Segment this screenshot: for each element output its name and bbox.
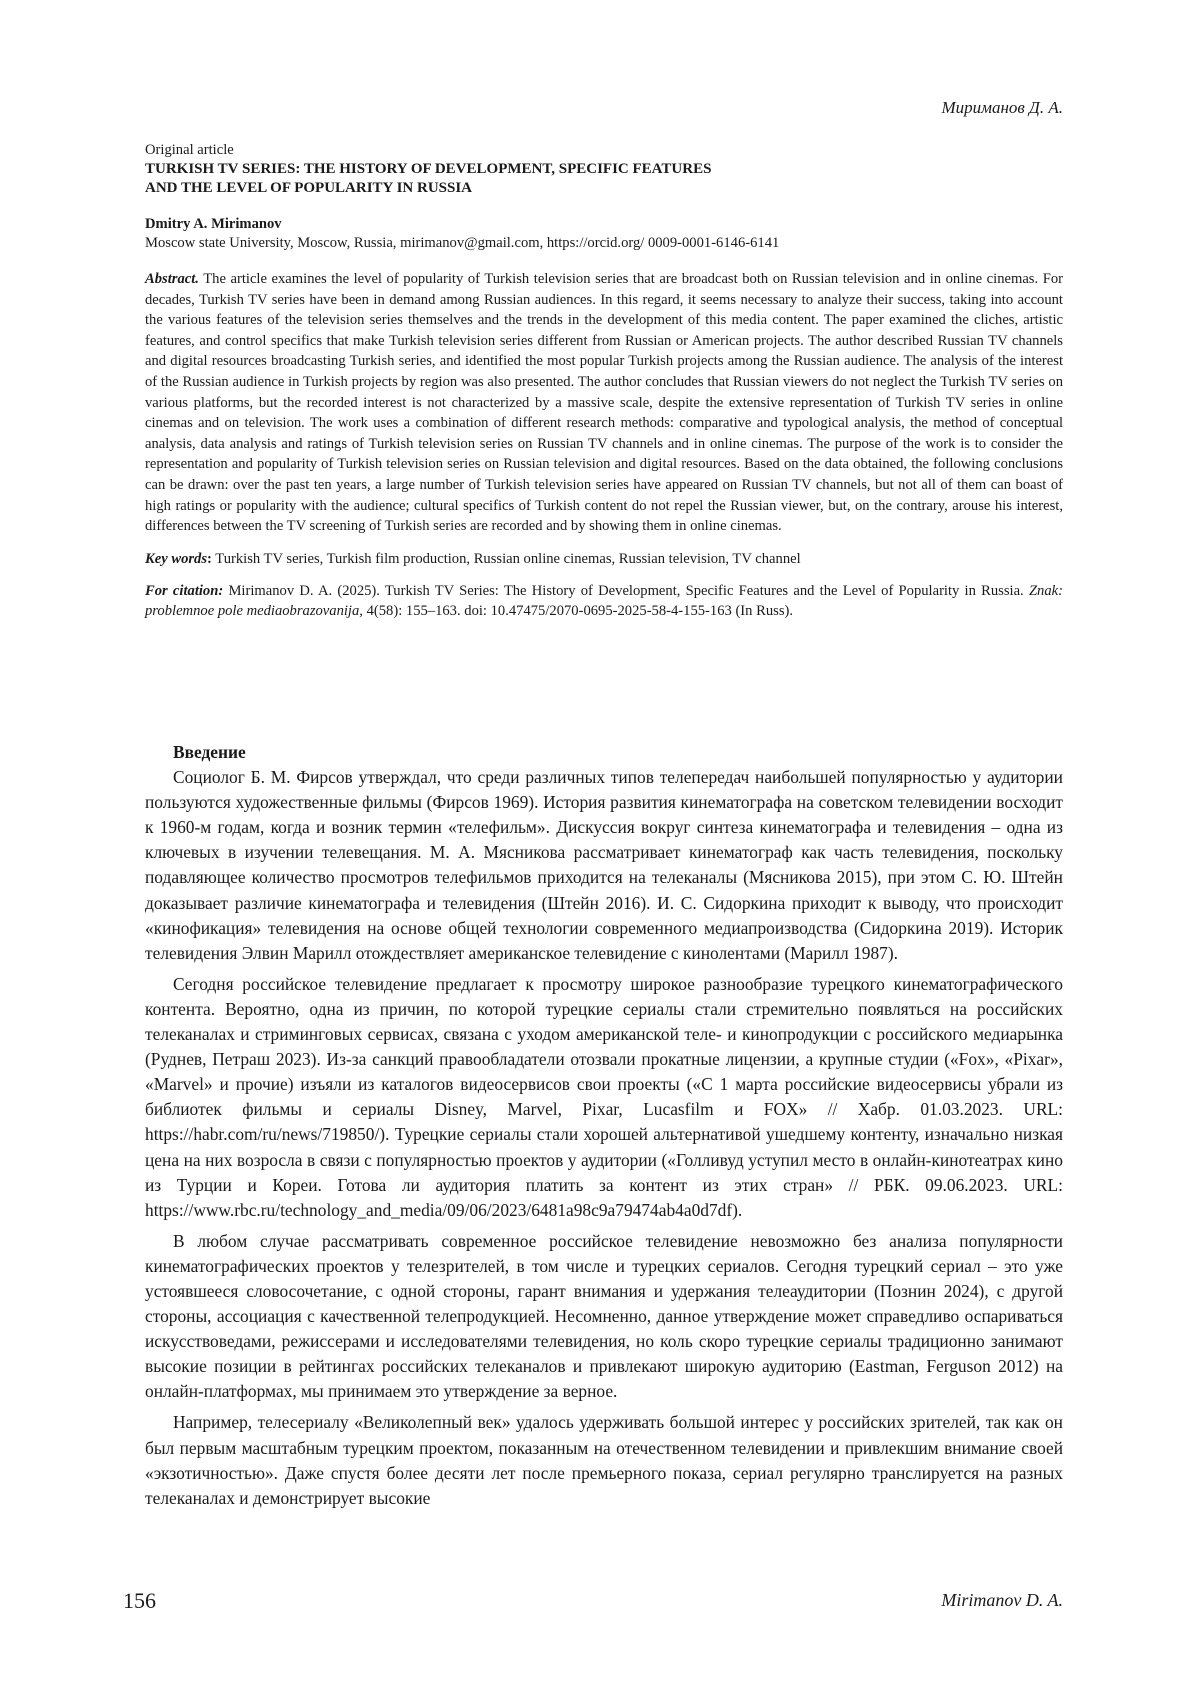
citation-text-1: Mirimanov D. A. (2025). Turkish TV Series: The History of Development, Specific Features and the Level of Popularity in Russia.: [223, 582, 1029, 599]
body-paragraph: Сегодня российское телевидение предлагает к просмотру широкое разнообразие турецкого кинематографического контента. Вероятно, одна из причин, по которой турецкие сериалы стали стремительно появляться на российских телеканалах и стриминговых сервисах, связана с уходом американской теле- и кинопродукции с российского медиарынка (Руднев, Петраш 2023). Из-за санкций правообладатели отозвали прокатные лицензии, а крупные студии («Fox», «Pixar», «Marvel» и прочие) изъяли из каталогов видеосервисов свои проекты («С 1 марта российские видеосервисы убрали из библиотек фильмы и сериалы Disney, Marvel, Pixar, Lucasfilm и FOX» // Хабр. 01.03.2023. URL: https://habr.com/ru/news/719850/). Турецкие сериалы стали хорошей альтернативой ушедшему контенту, изначально низкая цена на них возросла в связи с популярностью проектов у аудитории («Голливуд уступил место в онлайн-кинотеатрах кино из Турции и Кореи. Готова ли аудитория платить за контент из этих стран» // РБК. 09.06.2023. URL: https://www.rbc.ru/technology_and_media/09/06/2023/6481a98c9a79474ab4a0d7df).: [145, 973, 1063, 1220]
keywords-colon: :: [207, 550, 212, 567]
author-affiliation: Moscow state University, Moscow, Russia, mirimanov@gmail.com, https://orcid.org/ 0009-0001-6146-6141: [145, 235, 780, 251]
citation-label: For citation:: [145, 582, 224, 599]
abstract-text: The article examines the level of popularity of Turkish television series that are broadcast both on Russian television and in online cinemas. For decades, Turkish TV series have been in demand among Russian audiences. In this regard, it seems necessary to analyze their success, taking into account the various features of the television series themselves and the trends in the development of this media content. The paper examined the cliches, artistic features, and control specifics that make Turkish television series different from Russian or American projects. The author described Russian TV channels and digital resources broadcasting Turkish series, and identified the most popular Turkish projects among the Russian audience. The analysis of the interest of the Russian audience in Turkish projects by region was also presented. The author concludes that Russian viewers do not neglect the Turkish TV series on various platforms, but the recorded interest is not characterized by a massive scale, despite the extensive representation of Turkish TV series in online cinemas and on television. The work uses a combination of different research methods: comparative and typological analysis, the method of conceptual analysis, data analysis and ratings of Turkish television series on Russian TV channels and in online cinemas. The purpose of the work is to consider the representation and popularity of Turkish television series on Russian television and digital resources. Based on the data obtained, the following conclusions can be drawn: over the past ten years, a large number of Turkish television series have appeared on Russian TV channels, but not all of them can boast of high ratings or popularity with the audience; cultural specifics of Turkish content do not repel the Russian viewer, but, on the contrary, arouse his interest, differences between the TV screening of Turkish series are recorded and by showing them in online cinemas.: [145, 271, 1063, 535]
running-head-author: Мириманов Д. А.: [941, 98, 1063, 117]
abstract-label: Abstract.: [145, 271, 199, 287]
front-matter: [145, 141, 1063, 621]
body-paragraph: Например, телесериалу «Великолепный век» удалось удерживать большой интерес у российских зрителей, так как он был первым масштабным турецким проектом, показанным на отечественном телевидении и привлекшим внимание своей «экзотичностью». Даже спустя более десяти лет после премьерного показа, сериал регулярно транслируется на разных телеканалах и демонстрирует высокие: [145, 1412, 1063, 1508]
footer-author: Mirimanov D. A.: [941, 1590, 1063, 1610]
article-body: [145, 740, 1063, 1511]
article-type: Original article: [145, 142, 234, 158]
article-title-line-1: TURKISH TV SERIES: THE HISTORY OF DEVELOPMENT, SPECIFIC FEATURES: [145, 161, 712, 177]
abstract: [145, 269, 1063, 537]
citation-journal: Znak: problemnoe pole mediaobrazovanija,: [145, 582, 1063, 619]
article-title-line-2: AND THE LEVEL OF POPULARITY IN RUSSIA: [145, 180, 473, 196]
section-heading-introduction: Введение: [173, 742, 246, 762]
keywords-text: Turkish TV series, Turkish film production, Russian online cinemas, Russian television, TV channel: [211, 550, 801, 567]
body-paragraph: Социолог Б. М. Фирсов утверждал, что среди различных типов телепередач наибольшей популярностью у аудитории пользуются художественные фильмы (Фирсов 1969). История развития кинематографа на советском телевидении восходит к 1960-м годам, когда и возник термин «телефильм». Дискуссия вокруг синтеза кинематографа и телевидения – одна из ключевых в изучении телевещания. М. А. Мясникова рассматривает кинематограф как часть телевидения, поскольку подавляющее количество просмотров телефильмов приходится на телеканалы (Мясникова 2015), при этом С. Ю. Штейн доказывает различие кинематографа и телевидения (Штейн 2016). И. С. Сидоркина приходит к выводу, что происходит «кинофикация» телевидения на основе общей технологии современного медиапроизводства (Сидоркина 2019). Историк телевидения Элвин Марилл отождествляет американское телевидение с кинолентами (Марилл 1987).: [145, 767, 1063, 963]
citation-text-2: 4(58): 155–163. doi: 10.47475/2070-0695-2025-58-4-155-163 (In Russ).: [362, 602, 794, 619]
keywords: [145, 549, 1063, 569]
citation: [145, 581, 1063, 621]
body-paragraph: В любом случае рассматривать современное российское телевидение невозможно без анализа популярности кинематографических проектов у телезрителей, в том числе и турецких сериалов. Сегодня турецкий сериал – это уже устоявшееся словосочетание, с одной стороны, гарант внимания и удержания телеаудитории (Познин 2024), с другой стороны, ассоциация с качественной телепродукцией. Несомненно, данное утверждение может справедливо оспариваться искусствоведами, режиссерами и исследователями телевидения, но коль скоро турецкие сериалы традиционно занимают высокие позиции в рейтингах российских телеканалов и привлекают широкую аудиторию (Eastman, Ferguson 2012) на онлайн-платформах, мы принимаем это утверждение за верное.: [145, 1230, 1063, 1402]
author-name: Dmitry A. Mirimanov: [145, 216, 282, 232]
page-number: 156: [123, 1588, 156, 1613]
keywords-label: Key words: [145, 550, 208, 567]
